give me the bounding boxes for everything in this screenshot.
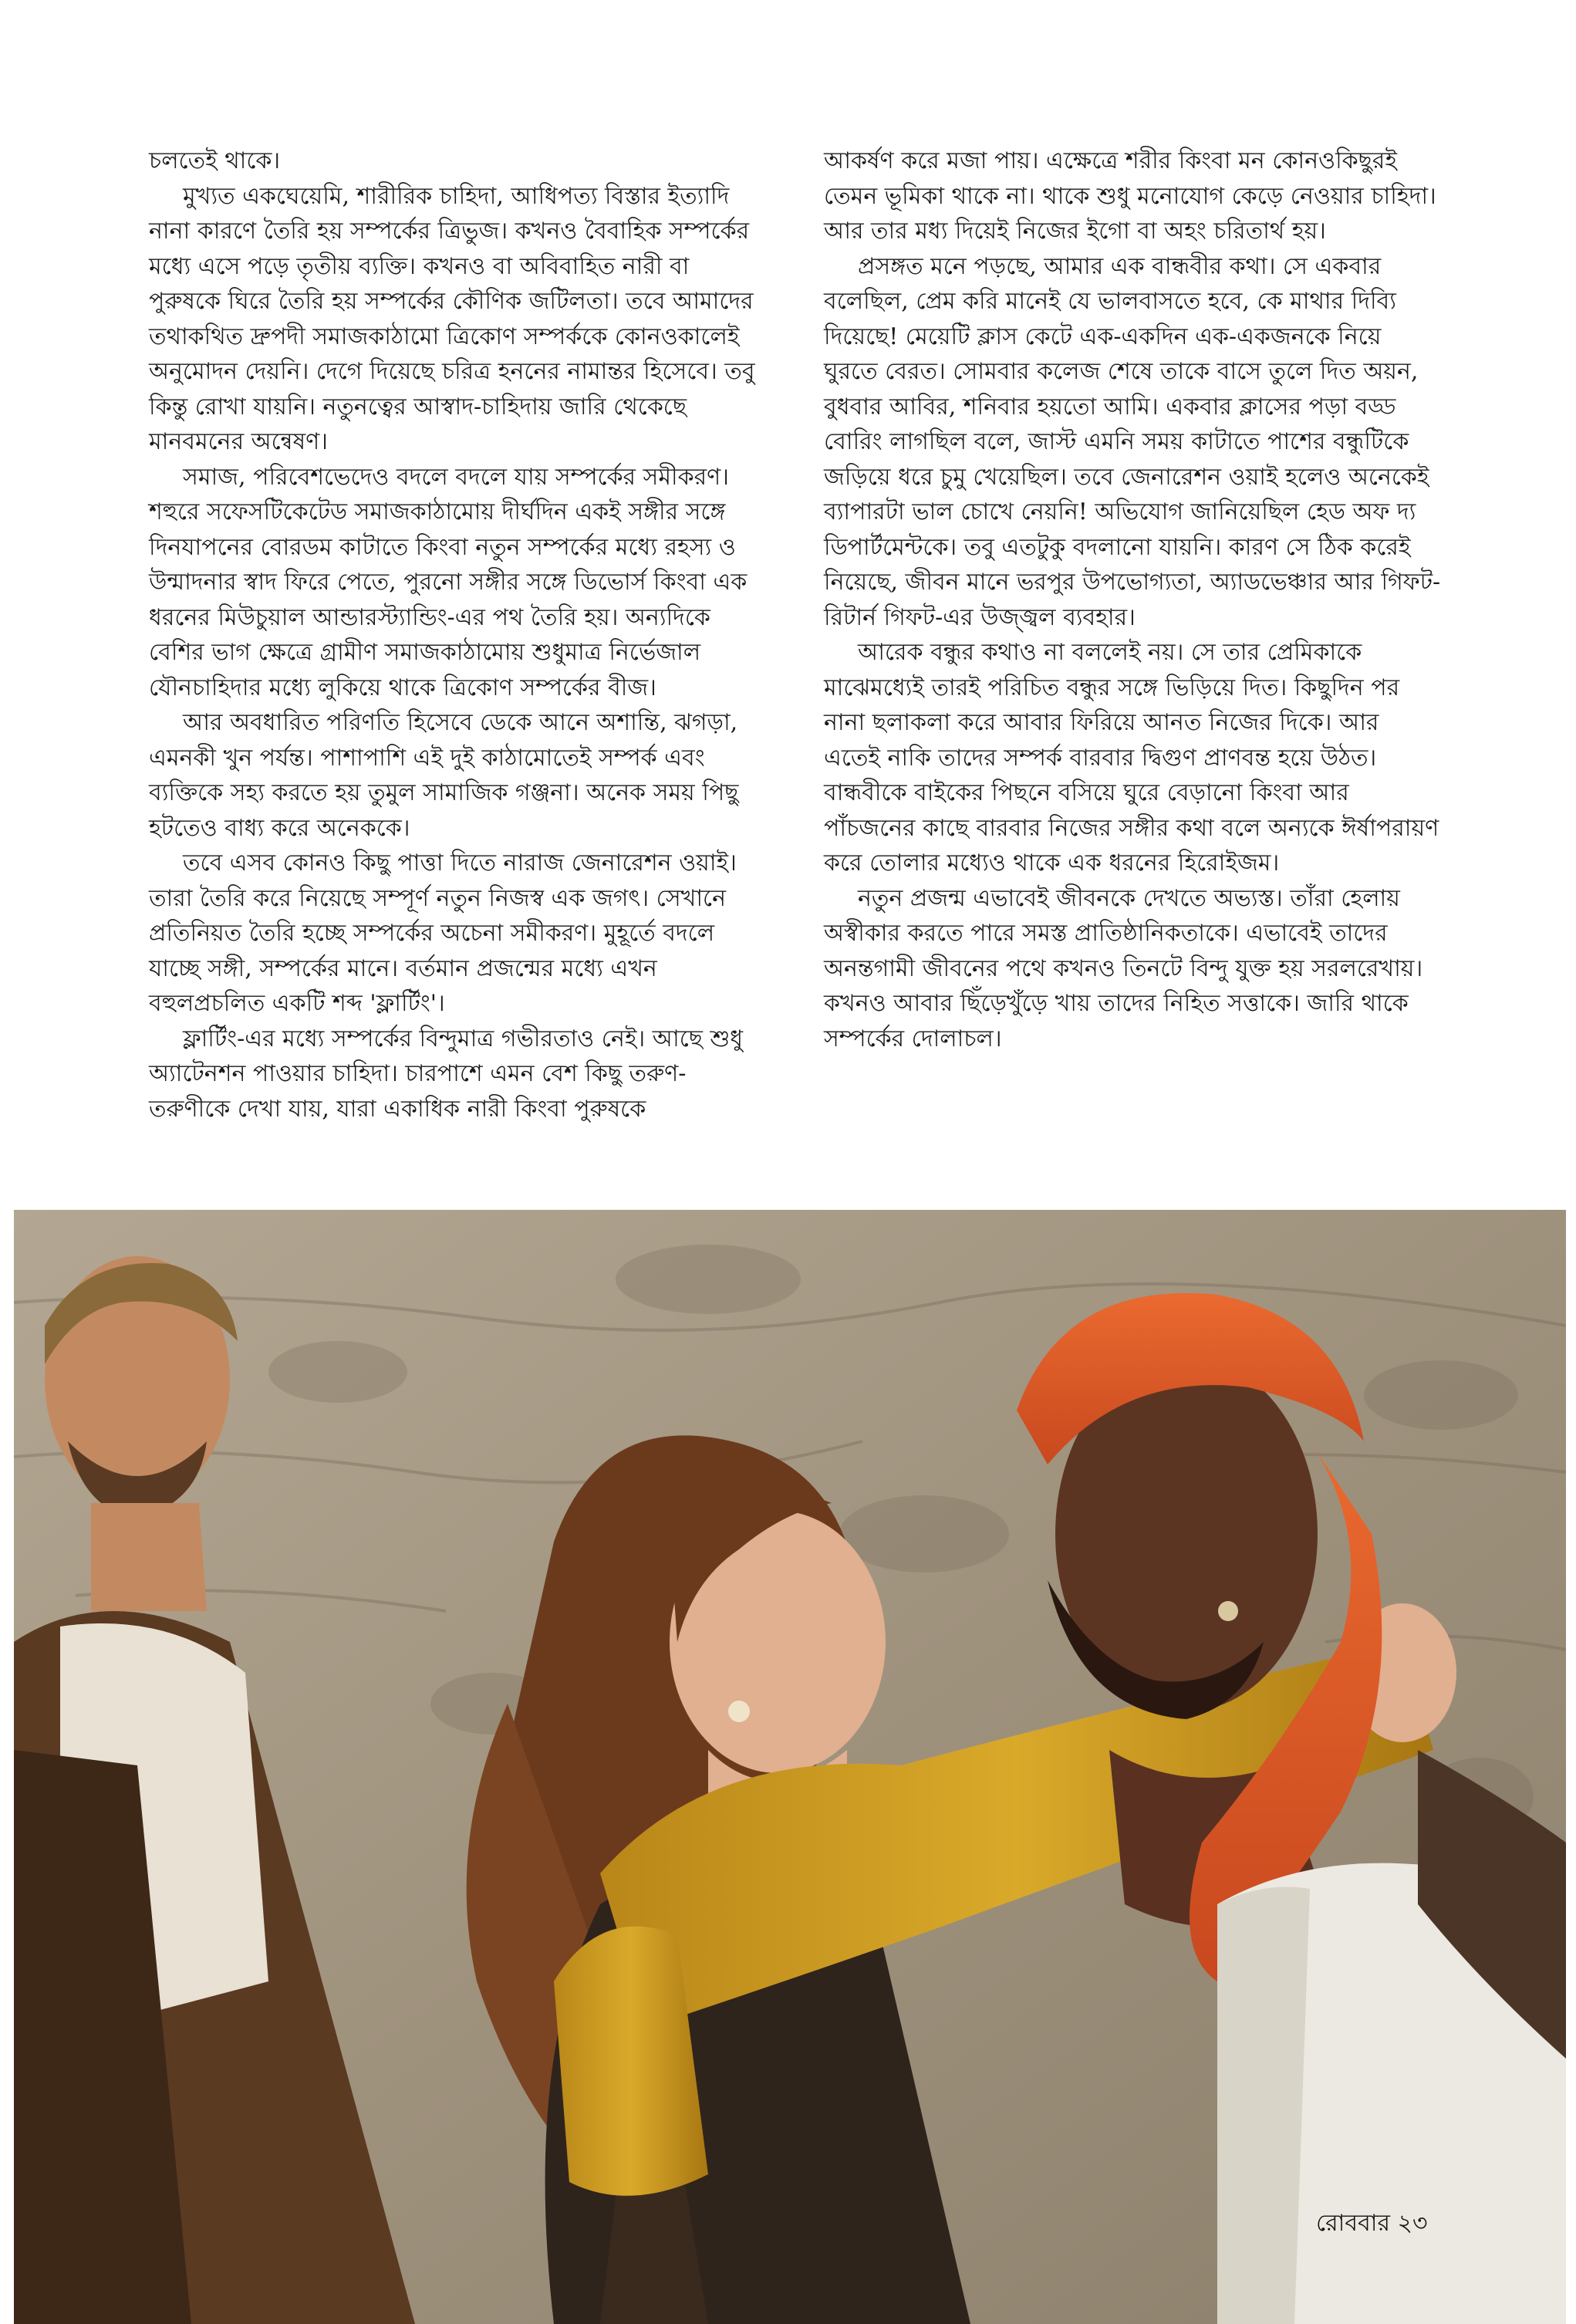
paragraph: সমাজ, পরিবেশভেদেও বদলে বদলে যায় সম্পর্কের সমীকরণ। শহুরে সফেসটিকেটেড সমাজকাঠামোয় দীর্ঘদিন একই সঙ্গীর সঙ্গে দিনযাপনের বোরডম কাটাতে কিংবা নতুন সম্পর্কের মধ্যে রহস্য ও উন্মাদনার স্বাদ ফিরে পেতে, পুরনো সঙ্গীর সঙ্গে ডিভোর্স কিংবা এক ধরনের মিউচুয়াল আন্ডারস্ট্যান্ডিং-এর পথ তৈরি হয়। অন্যদিকে বেশির ভাগ ক্ষেত্রে গ্রামীণ সমাজকাঠামোয় শুধুমাত্র নির্ভেজাল যৌনচাহিদার মধ্যে লুকিয়ে থাকে ত্রিকোণ সম্পর্কের বীজ।: [149, 463, 748, 701]
paragraph: আকর্ষণ করে মজা পায়। এক্ষেত্রে শরীর কিংবা মন কোনওকিছুরই তেমন ভূমিকা থাকে না। থাকে শুধু মনোযোগ কেড়ে নেওয়ার চাহিদা। আর তার মধ্য দিয়েই নিজের ইগো বা অহং চরিতার্থ হয়।: [824, 147, 1436, 245]
paragraph: আরেক বন্ধুর কথাও না বললেই নয়। সে তার প্রেমিকাকে মাঝেমধ্যেই তারই পরিচিত বন্ধুর সঙ্গে ভিড়িয়ে দিত। কিছুদিন পর নানা ছলাকলা করে আবার ফিরিয়ে আনত নিজের দিকে। আর এতেই নাকি তাদের সম্পর্ক বারবার দ্বিগুণ প্রাণবন্ত হয়ে উঠত। বান্ধবীকে বাইকের পিছনে বসিয়ে ঘুরে বেড়ানো কিংবা আর পাঁচজনের কাছে বারবার নিজের সঙ্গীর কথা বলে অন্যকে ঈর্ষাপরায়ণ করে তোলার মধ্যেও থাকে এক ধরনের হিরোইজম।: [824, 639, 1439, 877]
paragraph: ফ্লার্টিং-এর মধ্যে সম্পর্কের বিন্দুমাত্র গভীরতাও নেই। আছে শুধু অ্যাটেনশন পাওয়ার চাহিদা। চারপাশে এমন বেশ কিছু তরুণ-তরুণীকে দেখা যায়, যারা একাধিক নারী কিংবা পুরুষকে: [149, 1025, 744, 1123]
article-photo: [14, 1210, 1566, 2324]
paragraph: নতুন প্রজন্ম এভাবেই জীবনকে দেখতে অভ্যস্ত। তাঁরা হেলায় অস্বীকার করতে পারে সমস্ত প্রাতিষ্ঠানিকতাকে। এভাবেই তাদের অনন্তগামী জীবনের পথে কখনও তিনটে বিন্দু যুক্ত হয় সরলরেখায়। কখনও আবার ছিঁড়েখুঁড়ে খায় তাদের নিহিত সত্তাকে। জারি থাকে সম্পর্কের দোলাচল।: [824, 884, 1423, 1052]
paragraph: আর অবধারিত পরিণতি হিসেবে ডেকে আনে অশান্তি, ঝগড়া, এমনকী খুন পর্যন্ত। পাশাপাশি এই দুই কাঠামোতেই সম্পর্ক এবং ব্যক্তিকে সহ্য করতে হয় তুমুল সামাজিক গঞ্জনা। অনেক সময় পিছু হটতেও বাধ্য করে অনেককে।: [149, 709, 739, 842]
paragraph: তবে এসব কোনও কিছু পাত্তা দিতে নারাজ জেনারেশন ওয়াই। তারা তৈরি করে নিয়েছে সম্পূর্ণ নতুন নিজস্ব এক জগৎ। সেখানে প্রতিনিয়ত তৈরি হচ্ছে সম্পর্কের অচেনা সমীকরণ। মুহূর্তে বদলে যাচ্ছে সঙ্গী, সম্পর্কের মানে। বর্তমান প্রজন্মের মধ্যে এখন বহুলপ্রচলিত একটি শব্দ 'ফ্লার্টিং'।: [149, 850, 737, 1017]
paragraph: মুখ্যত একঘেয়েমি, শারীরিক চাহিদা, আধিপত্য বিস্তার ইত্যাদি নানা কারণে তৈরি হয় সম্পর্কের ত্রিভুজ। কখনও বৈবাহিক সম্পর্কের মধ্যে এসে পড়ে তৃতীয় ব্যক্তি। কখনও বা অবিবাহিত নারী বা পুরুষকে ঘিরে তৈরি হয় সম্পর্কের কৌণিক জটিলতা। তবে আমাদের তথাকথিত দ্রুপদী সমাজকাঠামো ত্রিকোণ সম্পর্ককে কোনওকালেই অনুমোদন দেয়নি। দেগে দিয়েছে চরিত্র হননের নামান্তর হিসেবে। তবু কিন্তু রোখা যায়নি। নতুনত্বের আস্বাদ-চাহিদায় জারি থেকেছে মানবমনের অন্বেষণ।: [149, 182, 755, 455]
article-left-column: [149, 144, 766, 1127]
page-folio: রোববার ২৩: [1316, 2210, 1428, 2237]
article-right-column: [824, 144, 1441, 1056]
paragraph: প্রসঙ্গত মনে পড়ছে, আমার এক বান্ধবীর কথা। সে একবার বলেছিল, প্রেম করি মানেই যে ভালবাসতে হবে, কে মাথার দিব্যি দিয়েছে! মেয়েটি ক্লাস কেটে এক-একদিন এক-একজনকে নিয়ে ঘুরতে বেরত। সোমবার কলেজ শেষে তাকে বাসে তুলে দিত অয়ন, বুধবার আবির, শনিবার হয়তো আমি। একবার ক্লাসের পড়া বড্ড বোরিং লাগছিল বলে, জাস্ট এমনি সময় কাটাতে পাশের বন্ধুটিকে জড়িয়ে ধরে চুমু খেয়েছিল। তবে জেনারেশন ওয়াই হলেও অনেকেই ব্যাপারটা ভাল চোখে নেয়নি! অভিযোগ জানিয়েছিল হেড অফ দ্য ডিপার্টমেন্টকে। তবু এতটুকু বদলানো যায়নি। কারণ সে ঠিক করেই নিয়েছে, জীবন মানে ভরপুর উপভোগ্যতা, অ্যাডভেঞ্চার আর গিফট-রিটার্ন গিফট-এর উজ্জ্বল ব্যবহার।: [824, 252, 1441, 631]
paragraph: চলতেই থাকে।: [149, 147, 281, 174]
